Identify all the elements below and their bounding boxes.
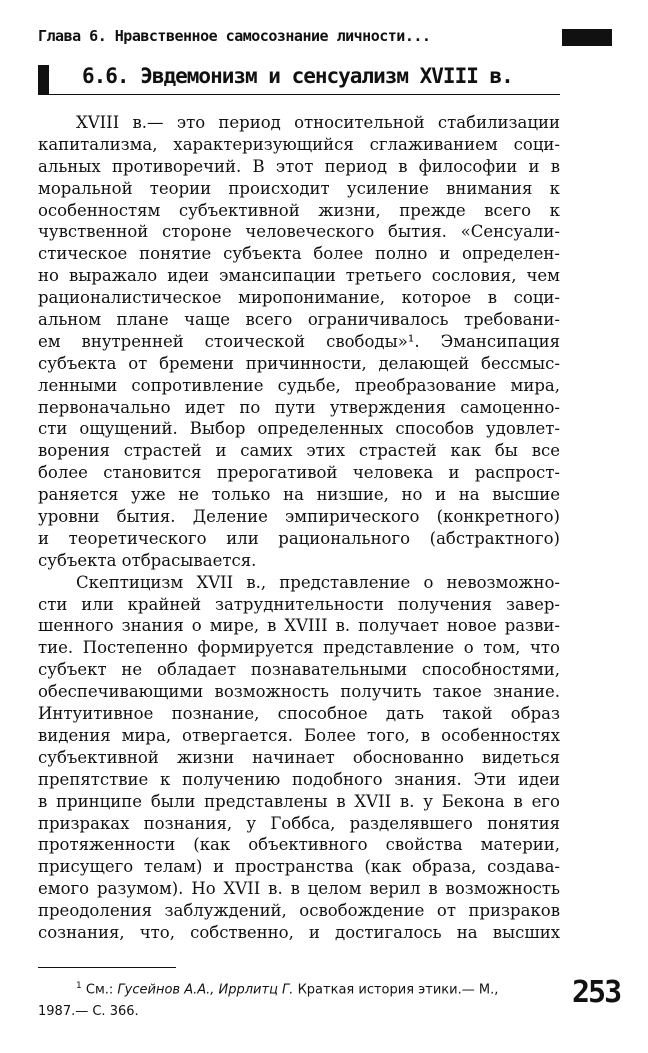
footnote-rule	[38, 967, 176, 968]
text-line: ворения страстей и самих этих страстей как бы все	[38, 441, 560, 461]
text-line: особенностям субъективной жизни, прежде всего к	[38, 200, 560, 220]
text-line: но выражало идеи эмансипации третьего сословия, чем	[38, 266, 560, 286]
text-line: тие. Постепенно формируется представление о том, что	[38, 638, 560, 658]
text-line: XVIII в.— это период относительной стабилизации	[76, 113, 560, 132]
text-line: альном плане чаще всего ограничивалось требовани-	[38, 310, 560, 330]
text-line: альных противоречий. В этот период в философии и в	[38, 156, 560, 176]
text-line: первоначально идет по пути утверждения самоценно-	[38, 397, 560, 417]
text-line: стическое понятие субъекта более полно и определен-	[38, 244, 560, 264]
text-line: моральной теории происходит усиление внимания к	[38, 178, 560, 198]
body-text	[38, 112, 560, 944]
text-line: сти ощущений. Выбор определенных способов удовлет-	[38, 419, 560, 439]
text-line: уровни бытия. Деление эмпирического (конкретного)	[38, 507, 560, 527]
running-head-title: Глава 6. Нравственное самосознание личности...	[38, 27, 431, 45]
text-line: Скептицизм XVII в., представление о невозможно-	[76, 572, 560, 592]
text-line: шенного знания о мире, в XVIII в. получает новое разви-	[38, 616, 560, 636]
text-line: ленными сопротивление судьбе, преобразование мира,	[38, 375, 560, 395]
text-line: преодоления заблуждений, освобождение от призраков	[38, 901, 560, 921]
text-line: Интуитивное познание, способное дать такой образ	[38, 704, 560, 724]
footnote	[38, 975, 568, 1023]
text-line: субъективной жизни начинает обоснованно видеться	[38, 747, 560, 767]
section-title: 6.6. Эвдемонизм и сенсуализм XVIII в.	[82, 64, 513, 88]
footnote-mark: 1	[76, 981, 82, 991]
text-line: более становится прерогативой человека и распрост-	[38, 463, 560, 483]
text-line: обеспечивающими возможность получить такое знание.	[38, 682, 560, 702]
text-line: призраках познания, у Гоббса, разделявшего понятия	[38, 813, 560, 833]
footnote-imprint: 1987.— С. 366.	[38, 1004, 139, 1020]
running-head	[38, 26, 612, 48]
text-line: чувственной стороне человеческого бытия. «Сенсуали-	[38, 222, 560, 242]
section-marker	[38, 65, 49, 95]
text-line: рационалистическое миропонимание, которое в соци-	[38, 288, 560, 308]
running-head-bar	[562, 29, 612, 46]
footnote-authors: Гусейнов А.А., Иррлитц Г.	[117, 982, 294, 998]
footnote-see: См.:	[85, 982, 114, 998]
text-line: сти или крайней затруднительности получения завер-	[38, 594, 560, 614]
text-line: препятствие к получению подобного знания. Эти идеи	[38, 769, 560, 789]
text-line: капитализма, характеризующийся сглаживанием соци-	[38, 134, 560, 154]
text-line: в принципе были представлены в XVII в. у Бекона в его	[38, 791, 560, 811]
text-line: раняется уже не только на низшие, но и на высшие	[38, 485, 560, 505]
text-line: субъекта отбрасывается.	[38, 550, 257, 570]
text-line: субъекта от бремени причинности, делающей бессмыс-	[38, 353, 560, 373]
page-number: 253	[572, 975, 621, 1010]
footnote-work: Краткая история этики.— М.,	[297, 982, 499, 998]
text-line: емого разумом). Но XVII в. в целом верил в возможность	[38, 879, 560, 899]
text-line: ем внутренней стоической свободы»¹. Эмансипация	[38, 331, 560, 351]
text-line: видения мира, отвергается. Более того, в особенностях	[38, 725, 560, 745]
footnote-line	[38, 975, 568, 1001]
text-line: сознания, что, собственно, и достигалось на высших	[38, 922, 560, 942]
text-line: субъект не обладает познавательными способностями,	[38, 660, 560, 680]
section-heading	[38, 62, 560, 95]
text-line: протяженности (как объективного свойства материи,	[38, 835, 560, 855]
text-line: присущего телам) и пространства (как образа, создава-	[38, 857, 560, 877]
text-line: и теоретического или рационального (абстрактного)	[38, 528, 560, 548]
